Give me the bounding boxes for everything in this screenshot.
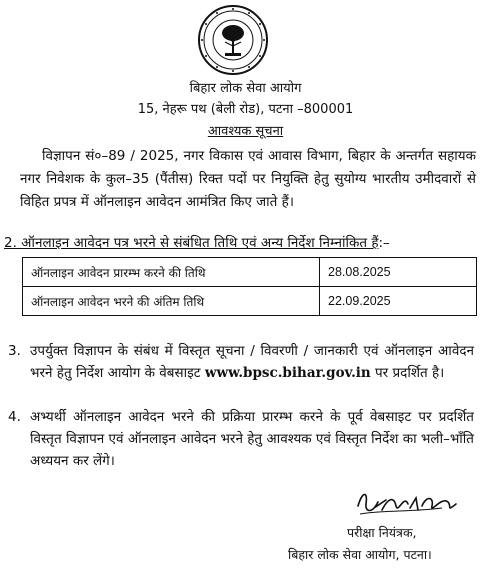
dates-table xyxy=(22,257,477,316)
signature xyxy=(352,484,462,520)
item-2-heading xyxy=(4,232,482,254)
item-4-text: अभ्यर्थी ऑनलाइन आवेदन भरने की प्रक्रिया प्रारम्भ करने के पूर्व वेबसाइट पर प्रदर्शित विस्तृत विज्ञापन एवं ऑनलाइन आवेदन भरने हेतु आवश्यक एवं विस्तृत निर्देश का भली–भाँति अध्ययन कर लेंगे। xyxy=(30,409,474,469)
bpsc-seal-emblem xyxy=(197,4,269,76)
date-label: ऑनलाइन आवेदन भरने की अंतिम तिथि xyxy=(23,287,320,316)
notice-title: आवश्यक सूचना xyxy=(207,124,284,139)
date-value: 28.08.2025 xyxy=(320,258,477,287)
table-row xyxy=(23,287,477,316)
item-4 xyxy=(8,406,474,476)
item-4-number: 4. xyxy=(8,409,21,425)
item-3-body xyxy=(30,340,474,384)
advertisement-paragraph: विज्ञापन सं०–89 / 2025, नगर विकास एवं आवास विभाग, बिहार के अन्तर्गत सहायक नगर निवेशक के कुल–35 (पैंतीस) रिक्त पदों पर नियुक्ति हेतु सुयोग्य भारतीय उमीदवारों से विहित प्रपत्र में ऑनलाइन आवेदन आमंत्रित किए जाते हैं। xyxy=(20,148,476,210)
item-3 xyxy=(8,340,474,410)
designation: परीक्षा नियंत्रक, xyxy=(347,525,417,540)
item-2-suffix: :– xyxy=(378,235,390,251)
item-2-label: 2. ऑनलाइन आवेदन पत्र भरने से संबंधित तिथि एवं अन्य निर्देश निम्नांकित हैं xyxy=(4,235,379,251)
org-address: 15, नेहरू पथ (बेली रोड), पटना –800001 xyxy=(137,102,354,117)
website-link[interactable]: www.bpsc.bihar.gov.in xyxy=(204,365,371,381)
org-name: बिहार लोक सेवा आयोग xyxy=(189,81,302,96)
item-3-suffix: पर प्रदर्शित है। xyxy=(370,365,445,381)
item-3-number: 3. xyxy=(8,343,21,359)
item-3-text: उपर्युक्त विज्ञापन के संबंध में विस्तृत सूचना / विवरणी / जानकारी एवं ऑनलाइन आवेदन भरने हेतु निर्देश आयोग के वेबसाइट xyxy=(30,343,474,381)
table-row xyxy=(23,258,477,287)
date-label: ऑनलाइन आवेदन प्रारम्भ करने की तिथि xyxy=(23,258,320,287)
date-value: 22.09.2025 xyxy=(320,287,477,316)
signoff: बिहार लोक सेवा आयोग, पटना। xyxy=(288,547,432,562)
